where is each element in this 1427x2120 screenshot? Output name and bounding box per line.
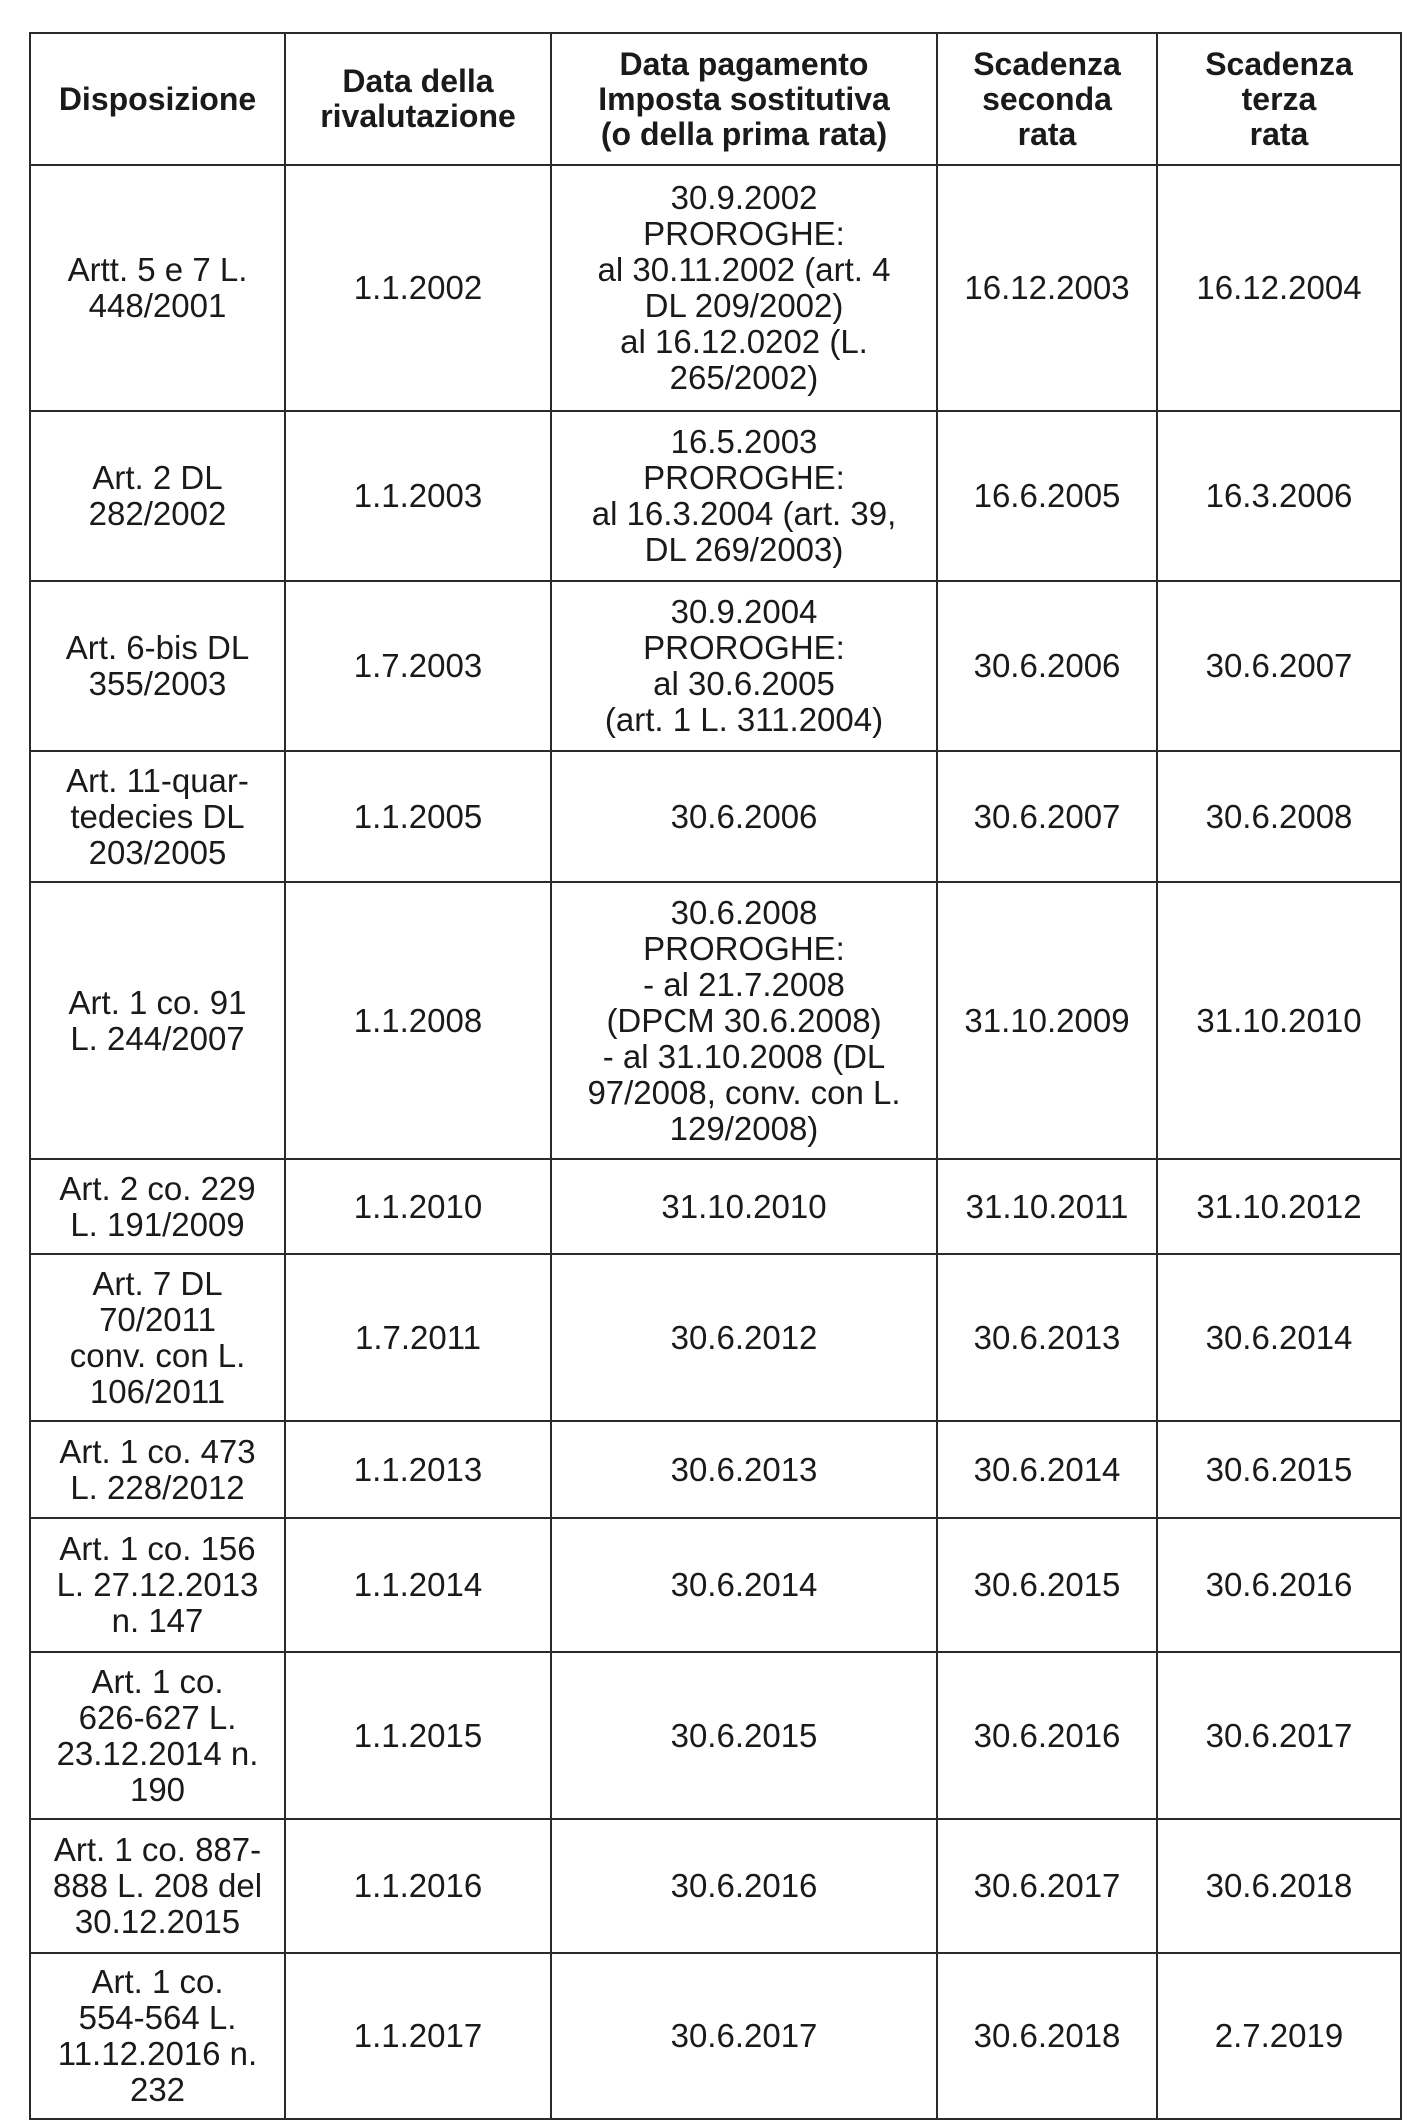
rivalutazione-table-container: [29, 32, 1400, 2120]
cell-data-rivalutazione: 1.7.2011: [285, 1254, 551, 1421]
cell-scadenza-terza: 2.7.2019: [1157, 1953, 1401, 2119]
cell-scadenza-terza: 16.3.2006: [1157, 411, 1401, 581]
cell-data-pagamento: 30.6.2017: [551, 1953, 937, 2119]
header-scadenza-terza-rata: Scadenza terza rata: [1157, 33, 1401, 165]
cell-scadenza-seconda: 31.10.2011: [937, 1159, 1157, 1254]
header-row: [30, 33, 1401, 165]
table-row: [30, 1421, 1401, 1518]
cell-data-rivalutazione: 1.1.2010: [285, 1159, 551, 1254]
cell-disposizione: Art. 1 co. 554-564 L. 11.12.2016 n. 232: [30, 1953, 285, 2119]
cell-disposizione: Art. 2 co. 229 L. 191/2009: [30, 1159, 285, 1254]
cell-scadenza-terza: 31.10.2010: [1157, 882, 1401, 1159]
cell-scadenza-terza: 30.6.2015: [1157, 1421, 1401, 1518]
table-row: [30, 1518, 1401, 1652]
cell-disposizione: Art. 1 co. 91 L. 244/2007: [30, 882, 285, 1159]
table-row: [30, 1159, 1401, 1254]
table-row: [30, 581, 1401, 751]
cell-disposizione: Art. 1 co. 887- 888 L. 208 del 30.12.2015: [30, 1819, 285, 1953]
cell-scadenza-terza: 31.10.2012: [1157, 1159, 1401, 1254]
cell-scadenza-seconda: 16.12.2003: [937, 165, 1157, 411]
cell-scadenza-seconda: 30.6.2015: [937, 1518, 1157, 1652]
table-row: [30, 1652, 1401, 1819]
cell-data-pagamento: 30.6.2015: [551, 1652, 937, 1819]
cell-data-rivalutazione: 1.1.2017: [285, 1953, 551, 2119]
cell-data-rivalutazione: 1.1.2008: [285, 882, 551, 1159]
cell-data-pagamento: 30.9.2004 PROROGHE: al 30.6.2005 (art. 1 L. 311.2004): [551, 581, 937, 751]
cell-disposizione: Art. 6-bis DL 355/2003: [30, 581, 285, 751]
cell-data-rivalutazione: 1.1.2016: [285, 1819, 551, 1953]
cell-disposizione: Art. 1 co. 156 L. 27.12.2013 n. 147: [30, 1518, 285, 1652]
cell-disposizione: Art. 1 co. 473 L. 228/2012: [30, 1421, 285, 1518]
table-row: [30, 411, 1401, 581]
table-row: [30, 882, 1401, 1159]
table-row: [30, 751, 1401, 882]
cell-data-rivalutazione: 1.1.2003: [285, 411, 551, 581]
cell-disposizione: Art. 1 co. 626-627 L. 23.12.2014 n. 190: [30, 1652, 285, 1819]
cell-data-pagamento: 30.6.2006: [551, 751, 937, 882]
table-row: [30, 1819, 1401, 1953]
cell-disposizione: Art. 2 DL 282/2002: [30, 411, 285, 581]
cell-scadenza-terza: 16.12.2004: [1157, 165, 1401, 411]
cell-scadenza-seconda: 16.6.2005: [937, 411, 1157, 581]
cell-scadenza-terza: 30.6.2018: [1157, 1819, 1401, 1953]
cell-data-rivalutazione: 1.7.2003: [285, 581, 551, 751]
cell-scadenza-seconda: 31.10.2009: [937, 882, 1157, 1159]
cell-data-pagamento: 30.6.2016: [551, 1819, 937, 1953]
cell-disposizione: Art. 11-quar- tedecies DL 203/2005: [30, 751, 285, 882]
cell-scadenza-seconda: 30.6.2013: [937, 1254, 1157, 1421]
cell-scadenza-terza: 30.6.2014: [1157, 1254, 1401, 1421]
cell-scadenza-seconda: 30.6.2018: [937, 1953, 1157, 2119]
cell-data-rivalutazione: 1.1.2013: [285, 1421, 551, 1518]
cell-data-pagamento: 30.6.2012: [551, 1254, 937, 1421]
table-row: [30, 1953, 1401, 2119]
cell-disposizione: Art. 7 DL 70/2011 conv. con L. 106/2011: [30, 1254, 285, 1421]
cell-data-rivalutazione: 1.1.2002: [285, 165, 551, 411]
cell-data-pagamento: 16.5.2003 PROROGHE: al 16.3.2004 (art. 39, DL 269/2003): [551, 411, 937, 581]
rivalutazione-table: [29, 32, 1402, 2120]
cell-scadenza-terza: 30.6.2017: [1157, 1652, 1401, 1819]
cell-scadenza-seconda: 30.6.2006: [937, 581, 1157, 751]
header-data-rivalutazione: Data della rivalutazione: [285, 33, 551, 165]
table-row: [30, 165, 1401, 411]
cell-data-rivalutazione: 1.1.2005: [285, 751, 551, 882]
cell-scadenza-seconda: 30.6.2017: [937, 1819, 1157, 1953]
cell-scadenza-seconda: 30.6.2007: [937, 751, 1157, 882]
cell-scadenza-terza: 30.6.2007: [1157, 581, 1401, 751]
header-data-pagamento: Data pagamento Imposta sostitutiva (o della prima rata): [551, 33, 937, 165]
header-disposizione: Disposizione: [30, 33, 285, 165]
cell-scadenza-seconda: 30.6.2016: [937, 1652, 1157, 1819]
cell-data-pagamento: 30.6.2008 PROROGHE: - al 21.7.2008 (DPCM 30.6.2008) - al 31.10.2008 (DL 97/2008, conv. con L. 129/2008): [551, 882, 937, 1159]
header-scadenza-seconda-rata: Scadenza seconda rata: [937, 33, 1157, 165]
cell-data-pagamento: 30.6.2013: [551, 1421, 937, 1518]
cell-data-rivalutazione: 1.1.2014: [285, 1518, 551, 1652]
cell-scadenza-terza: 30.6.2008: [1157, 751, 1401, 882]
cell-data-pagamento: 31.10.2010: [551, 1159, 937, 1254]
cell-scadenza-seconda: 30.6.2014: [937, 1421, 1157, 1518]
cell-data-pagamento: 30.9.2002 PROROGHE: al 30.11.2002 (art. 4 DL 209/2002) al 16.12.0202 (L. 265/2002): [551, 165, 937, 411]
cell-disposizione: Artt. 5 e 7 L. 448/2001: [30, 165, 285, 411]
cell-data-rivalutazione: 1.1.2015: [285, 1652, 551, 1819]
table-row: [30, 1254, 1401, 1421]
cell-scadenza-terza: 30.6.2016: [1157, 1518, 1401, 1652]
cell-data-pagamento: 30.6.2014: [551, 1518, 937, 1652]
